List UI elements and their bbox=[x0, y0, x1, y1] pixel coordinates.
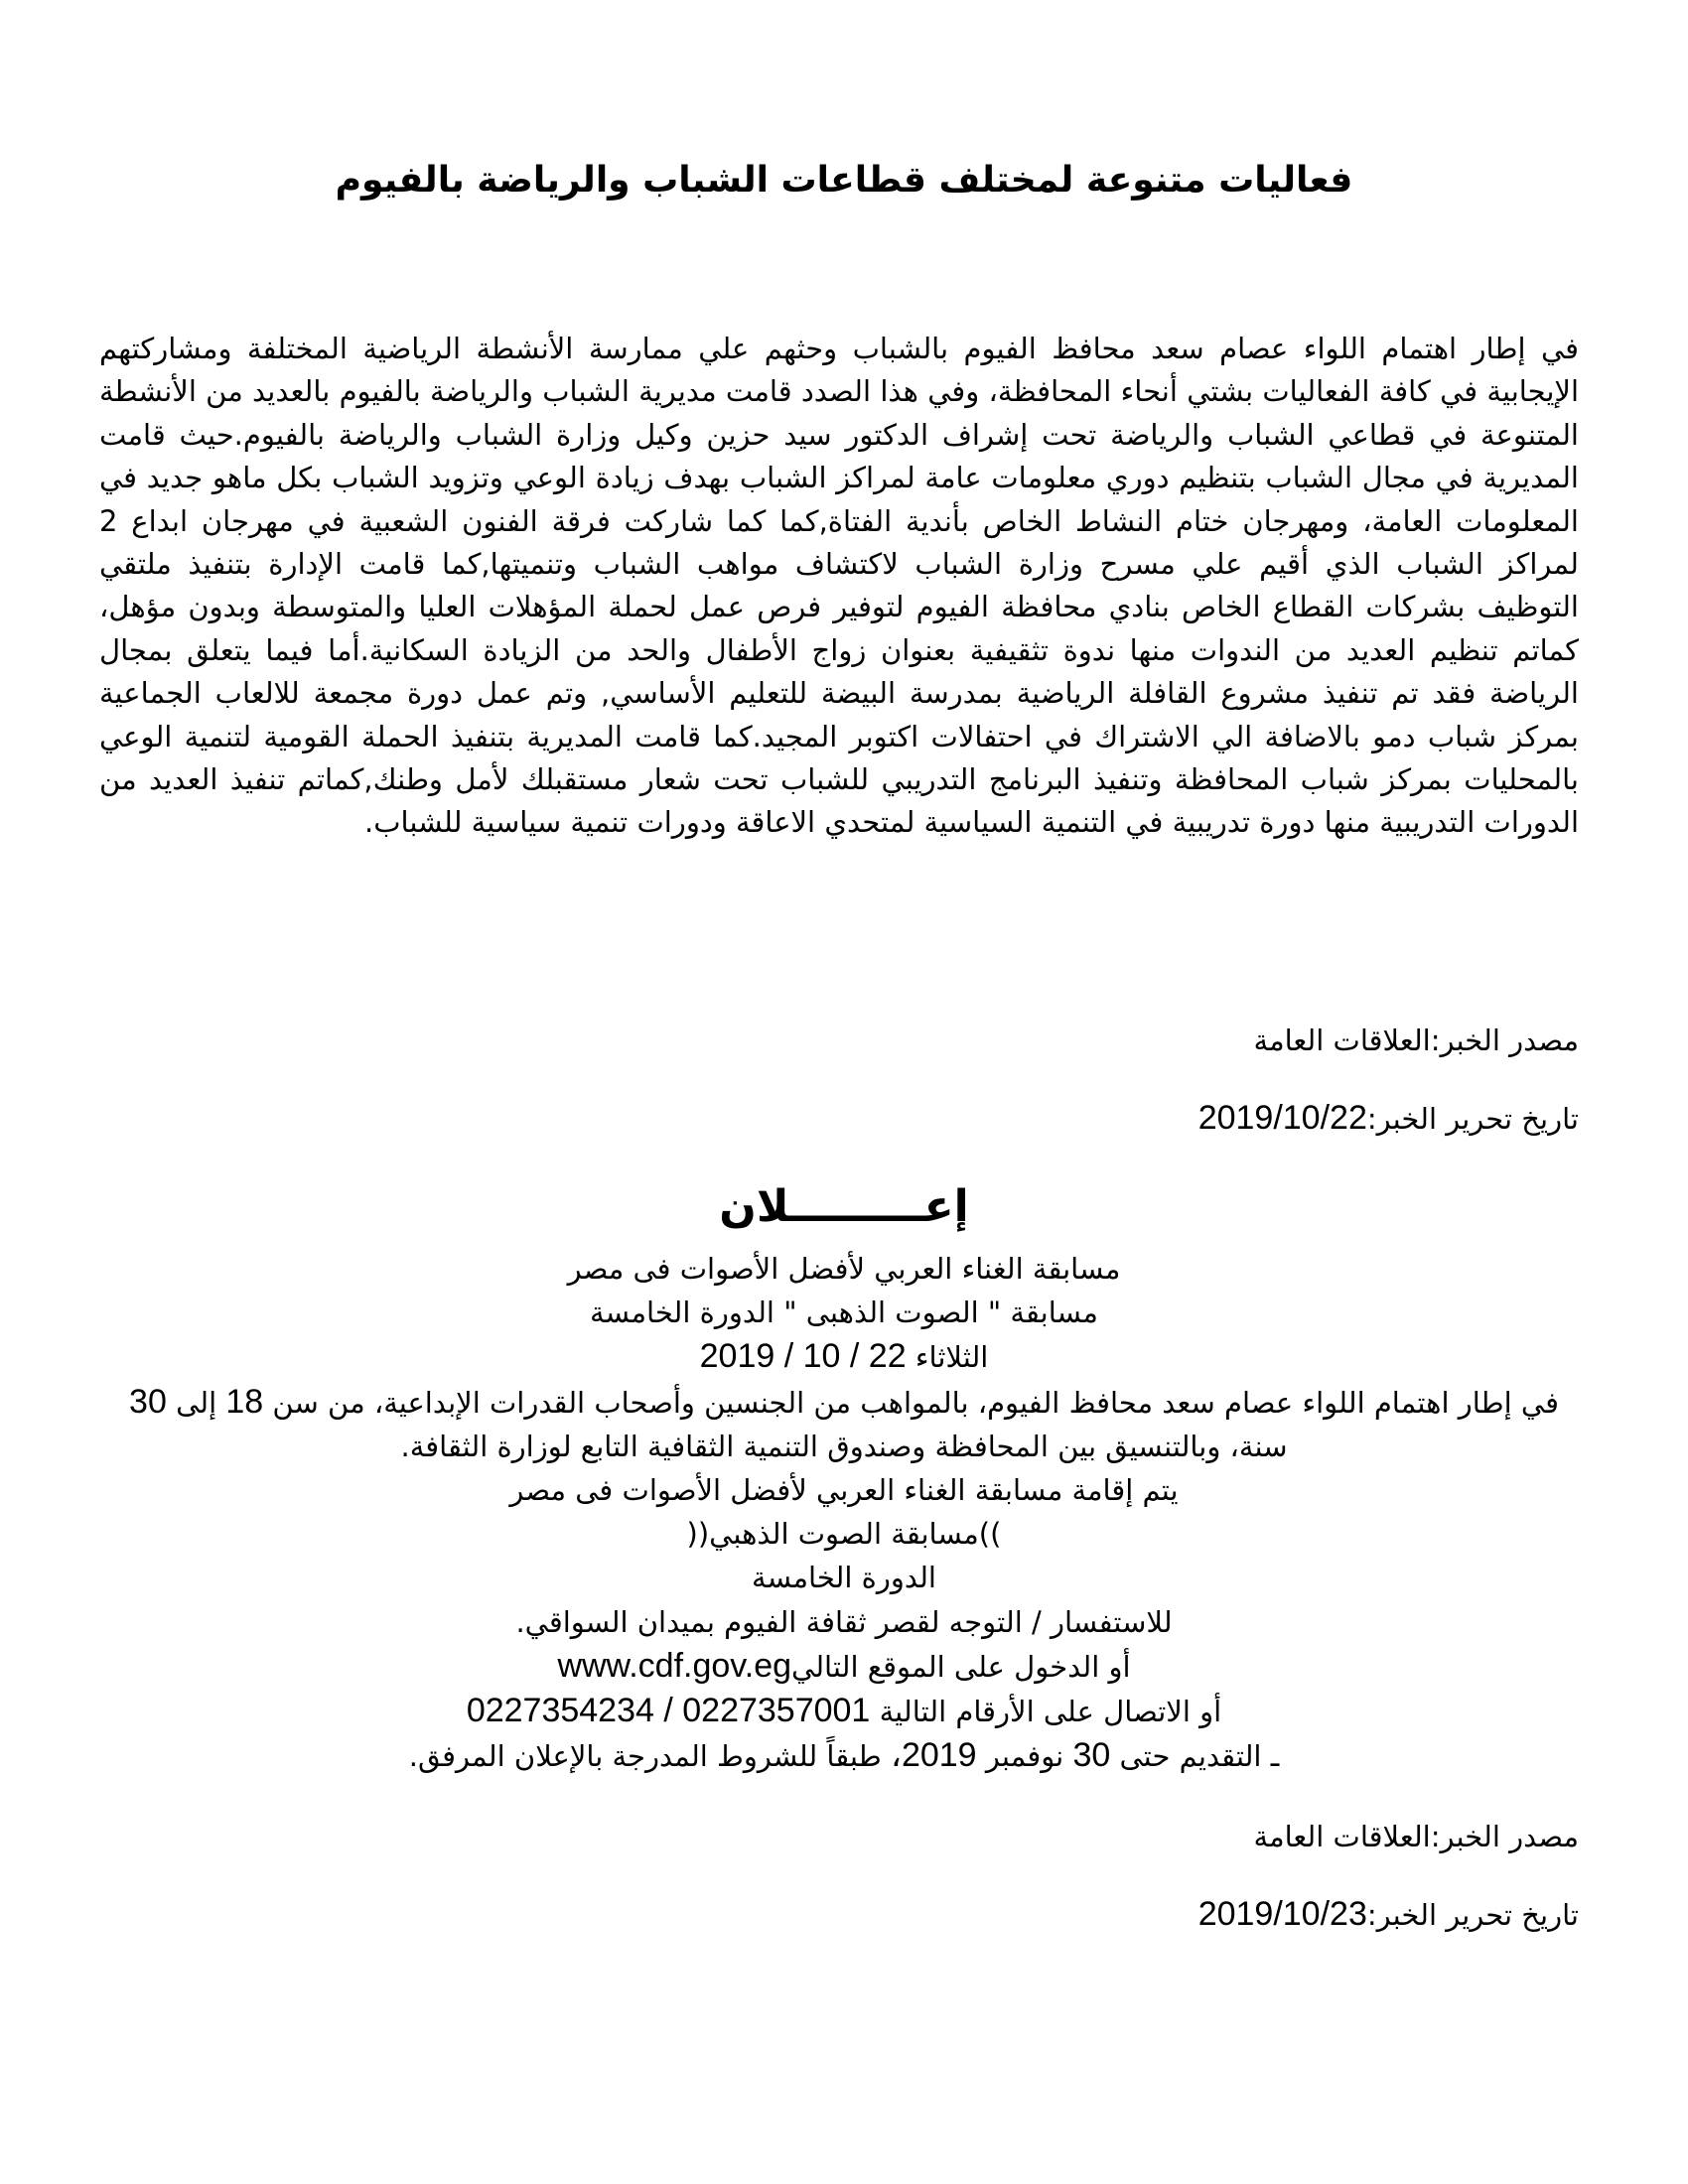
date-label: تاريخ تحرير الخبر: bbox=[1366, 1102, 1579, 1136]
announcement-heading: إعـــــــــلان bbox=[719, 1181, 969, 1232]
article-date-line bbox=[99, 1098, 1579, 1139]
announcement-phones-line: أو الاتصال على الأرقام التالية 0227357001 / 0227354234 bbox=[466, 1692, 1222, 1730]
announcement-line: للاستفسار / التوجه لقصر ثقافة الفيوم بميدان السواقي. bbox=[515, 1604, 1173, 1639]
announcement-website-line: أو الدخول على الموقع التاليwww.cdf.gov.eg bbox=[557, 1646, 1131, 1685]
announcement-date: 22 / 10 / 2019 bbox=[699, 1337, 907, 1376]
source-value: العلاقات العامة bbox=[1253, 1820, 1431, 1853]
date-label: تاريخ تحرير الخبر: bbox=[1366, 1898, 1579, 1932]
announcement-body bbox=[99, 1247, 1589, 1778]
announcement-date-line bbox=[99, 1334, 1589, 1379]
announcement-day: الثلاثاء bbox=[914, 1340, 989, 1375]
article-source-line bbox=[99, 1021, 1579, 1060]
article-title: فعاليات متنوعة لمختلف قطاعات الشباب والرياضة بالفيوم bbox=[335, 160, 1353, 201]
announcement-deadline-line: ـ التقديم حتى 30 نوفمبر 2019، طبقاً للشروط المدرجة بالإعلان المرفق. bbox=[408, 1736, 1280, 1775]
article-body: في إطار اهتمام اللواء عصام سعد محافظ الفيوم بالشباب وحثهم علي ممارسة الأنشطة الرياضية المختلفة ومشاركتهم الإيجابية في كافة الفعاليات بشتي أنحاء المحافظة، وفي هذا الصدد قامت مديرية الشباب والرياضة بالفيوم بالعديد من الأنشطة المتنوعة في قطاعي الشباب والرياضة تحت إشراف الدكتور سيد حزين وكيل وزارة الشباب والرياضة بالفيوم.حيث قامت المديرية في مجال الشباب بتنظيم دوري معلومات عامة لمراكز الشباب بهدف زيادة الوعي وتزويد الشباب بكل ماهو جديد في المعلومات العامة، ومهرجان ختام النشاط الخاص بأندية الفتاة,كما كما شاركت فرقة الفنون الشعبية في مهرجان ابداع 2 لمراكز الشباب الذي أقيم علي مسرح وزارة الشباب لاكتشاف مواهب الشباب وتنميتها,كما قامت الإدارة بتنفيذ ملتقي التوظيف بشركات القطاع الخاص بنادي محافظة الفيوم لتوفير فرص عمل لحملة المؤهلات العليا والمتوسطة وبدون مؤهل، كماتم تنظيم العديد من الندوات منها ندوة تثقيفية بعنوان زواج الأطفال والحد من الزيادة السكانية.أما فيما يتعلق بمجال الرياضة فقد تم تنفيذ مشروع القافلة الرياضية بمدرسة البيضة للتعليم الأساسي, وتم عمل دورة مجمعة للالعاب الجماعية بمركز شباب دمو بالاضافة الي الاشتراك في احتفالات اكتوبر المجيد.كما قامت المديرية بتنفيذ الحملة القومية لتنمية الوعي بالمحليات بمركز شباب المحافظة وتنفيذ البرنامج التدريبي للشباب تحت شعار مستقبلك لأمل وطنك,كماتم تنفيذ العديد من الدورات التدريبية منها دورة تدريبية في التنمية السياسية لمتحدي الاعاقة ودورات تنمية سياسية للشباب. bbox=[99, 332, 1579, 840]
source-label: مصدر الخبر: bbox=[1430, 1024, 1579, 1057]
date-value: 2019/10/22 bbox=[1197, 1099, 1367, 1137]
announcement-paragraph: في إطار اهتمام اللواء عصام سعد محافظ الفيوم، بالمواهب من الجنسين وأصحاب القدرات الإبداعية، من سن 18 إلى 30 سنة، وبالتنسيق بين المحافظة وصندوق التنمية الثقافية التابع لوزارة الثقافة. bbox=[129, 1382, 1559, 1463]
source-label: مصدر الخبر: bbox=[1430, 1820, 1579, 1853]
announcement-date-footer bbox=[99, 1894, 1579, 1935]
announcement-line: الدورة الخامسة bbox=[752, 1561, 936, 1595]
date-value: 2019/10/23 bbox=[1197, 1895, 1367, 1933]
age-to: 30 bbox=[129, 1382, 167, 1421]
phone-number: 0227354234 bbox=[466, 1692, 654, 1730]
website-link[interactable]: www.cdf.gov.eg bbox=[557, 1646, 792, 1685]
phone-number: 0227357001 bbox=[682, 1692, 871, 1730]
age-from: 18 bbox=[225, 1382, 264, 1421]
source-value: العلاقات العامة bbox=[1253, 1024, 1431, 1057]
announcement-line: مسابقة " الصوت الذهبى " الدورة الخامسة bbox=[590, 1296, 1098, 1330]
announcement-line: يتم إقامة مسابقة الغناء العربي لأفضل الأصوات فى مصر bbox=[509, 1473, 1179, 1508]
announcement-source-line bbox=[99, 1817, 1579, 1856]
announcement-line: مسابقة الغناء العربي لأفضل الأصوات فى مصر bbox=[567, 1252, 1121, 1286]
announcement-line: ))مسابقة الصوت الذهبي(( bbox=[686, 1517, 1002, 1552]
